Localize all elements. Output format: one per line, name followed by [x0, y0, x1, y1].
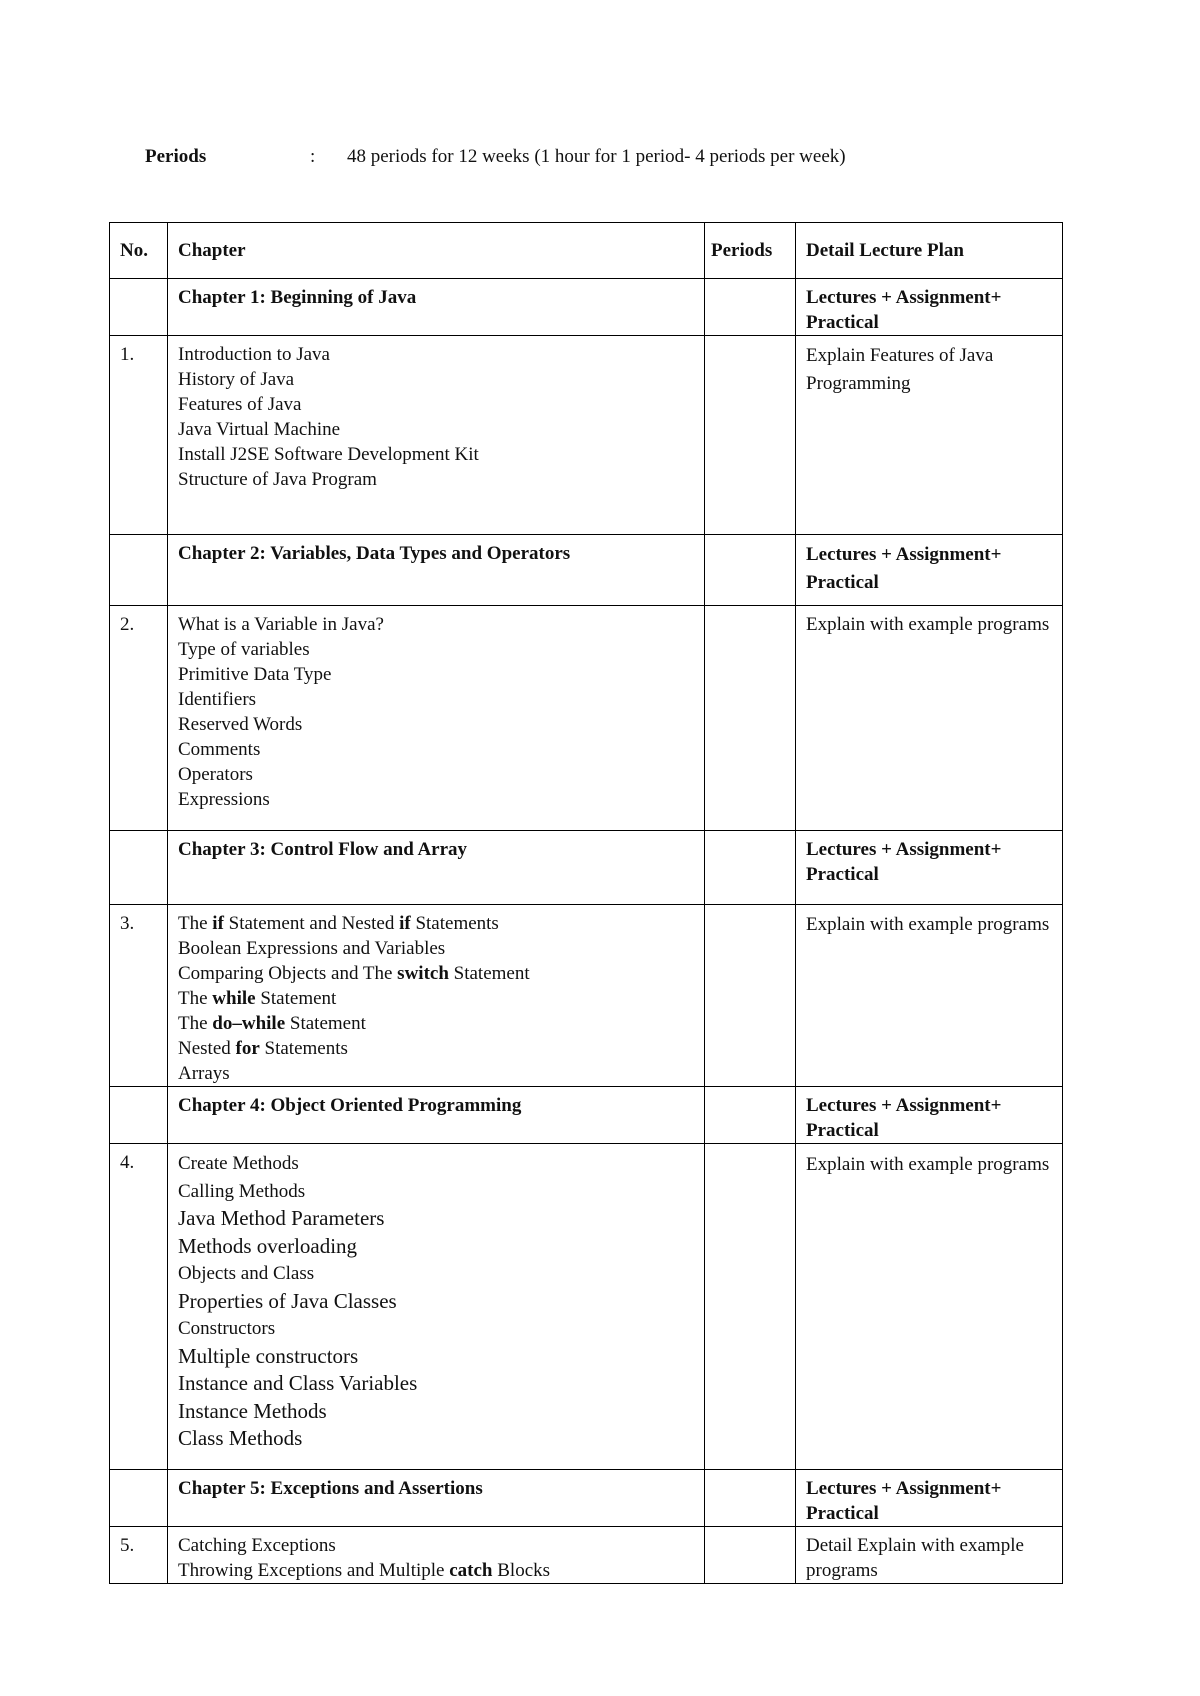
periods-cell [705, 831, 796, 905]
chapter-plan: Lectures + Assignment+ Practical [796, 1087, 1063, 1144]
no-cell-empty [110, 279, 168, 336]
chapter-title-row [110, 279, 1063, 336]
topic-list [168, 905, 705, 1087]
chapter-title-row [110, 535, 1063, 606]
periods-cell [705, 279, 796, 336]
periods-cell [705, 1527, 796, 1584]
no-cell-empty [110, 1087, 168, 1144]
topic-item: The while Statement [178, 988, 337, 1009]
topic-item: Expressions [178, 789, 270, 810]
topic-item: Java Method Parameters [178, 1206, 385, 1230]
topic-item: Comparing Objects and The switch Statement [178, 963, 530, 984]
chapter-title: Chapter 1: Beginning of Java [168, 279, 705, 336]
detail-plan: Detail Explain with example programs [796, 1527, 1063, 1584]
topic-item: Introduction to Java [178, 344, 330, 365]
chapter-topics-row [110, 336, 1063, 535]
chapter-number: 1. [110, 336, 168, 535]
topic-item: Install J2SE Software Development Kit [178, 444, 479, 465]
topic-item: Instance Methods [178, 1398, 327, 1423]
header-detail: Detail Lecture Plan [796, 223, 1063, 279]
detail-plan: Explain with example programs [796, 1144, 1063, 1470]
periods-label: Periods [145, 146, 207, 167]
periods-cell [705, 905, 796, 1087]
periods-cell [705, 535, 796, 606]
topic-item: Catching Exceptions [178, 1535, 336, 1556]
lecture-plan-table [109, 222, 1063, 1584]
no-cell-empty [110, 535, 168, 606]
chapter-topics-row [110, 1144, 1063, 1470]
chapter-title-row [110, 1087, 1063, 1144]
topic-item: Constructors [178, 1318, 276, 1339]
periods-cell [705, 336, 796, 535]
topic-item: Boolean Expressions and Variables [178, 938, 446, 959]
topic-item: Properties of Java Classes [178, 1288, 397, 1313]
chapter-title-row [110, 1470, 1063, 1527]
topic-item: The if Statement and Nested if Statements [178, 913, 499, 934]
topic-item: The do–while Statement [178, 1013, 366, 1034]
topic-item: Arrays [178, 1063, 230, 1084]
periods-cell [705, 606, 796, 831]
no-cell-empty [110, 1470, 168, 1527]
chapter-number: 2. [110, 606, 168, 831]
topic-item: Create Methods [178, 1153, 299, 1174]
topic-item: Multiple constructors [178, 1343, 359, 1368]
header-no: No. [110, 223, 168, 279]
periods-line [145, 146, 846, 168]
topic-list [168, 1527, 705, 1584]
header-periods: Periods [705, 223, 796, 279]
chapter-topics-row [110, 905, 1063, 1087]
topic-item: Java Virtual Machine [178, 419, 341, 440]
topic-list [168, 606, 705, 831]
header-chapter: Chapter [168, 223, 705, 279]
chapter-title: Chapter 3: Control Flow and Array [168, 831, 705, 905]
chapter-title: Chapter 5: Exceptions and Assertions [168, 1470, 705, 1527]
detail-plan: Explain with example programs [796, 606, 1063, 831]
chapter-number: 5. [110, 1527, 168, 1584]
chapter-plan: Lectures + Assignment+ Practical [796, 279, 1063, 336]
topic-item: Nested for Statements [178, 1038, 348, 1059]
topic-list [168, 336, 705, 535]
chapter-title: Chapter 4: Object Oriented Programming [168, 1087, 705, 1144]
topic-item: What is a Variable in Java? [178, 614, 384, 635]
chapter-title: Chapter 2: Variables, Data Types and Operators [168, 535, 705, 606]
chapter-topics-row [110, 606, 1063, 831]
periods-value: 48 periods for 12 weeks (1 hour for 1 period- 4 periods per week) [347, 146, 846, 167]
chapter-title-row [110, 831, 1063, 905]
detail-plan: Explain Features of Java Programming [796, 336, 1063, 535]
topic-item: Class Methods [178, 1426, 303, 1450]
no-cell-empty [110, 831, 168, 905]
detail-plan: Explain with example programs [796, 905, 1063, 1087]
topic-item: Primitive Data Type [178, 664, 332, 685]
chapter-number: 3. [110, 905, 168, 1087]
periods-cell [705, 1470, 796, 1527]
topic-item: History of Java [178, 369, 295, 390]
topic-item: Calling Methods [178, 1180, 306, 1202]
topic-item: Methods overloading [178, 1233, 358, 1258]
topic-item: Objects and Class [178, 1263, 315, 1284]
chapter-plan: Lectures + Assignment+ Practical [796, 831, 1063, 905]
topic-item: Throwing Exceptions and Multiple catch Blocks [178, 1560, 551, 1581]
topic-item: Reserved Words [178, 714, 303, 735]
topic-item: Comments [178, 739, 261, 760]
periods-colon: : [310, 146, 316, 167]
topic-item: Structure of Java Program [178, 469, 377, 490]
topic-item: Identifiers [178, 689, 257, 710]
topic-item: Operators [178, 764, 253, 785]
topic-item: Instance and Class Variables [178, 1371, 418, 1395]
header-row [110, 223, 1063, 279]
chapter-plan: Lectures + Assignment+ Practical [796, 535, 1063, 606]
topic-list [168, 1144, 705, 1470]
chapter-plan: Lectures + Assignment+ Practical [796, 1470, 1063, 1527]
chapter-number: 4. [110, 1144, 168, 1470]
periods-cell [705, 1087, 796, 1144]
periods-cell [705, 1144, 796, 1470]
topic-item: Type of variables [178, 639, 310, 660]
topic-item: Features of Java [178, 394, 302, 415]
chapter-topics-row [110, 1527, 1063, 1584]
